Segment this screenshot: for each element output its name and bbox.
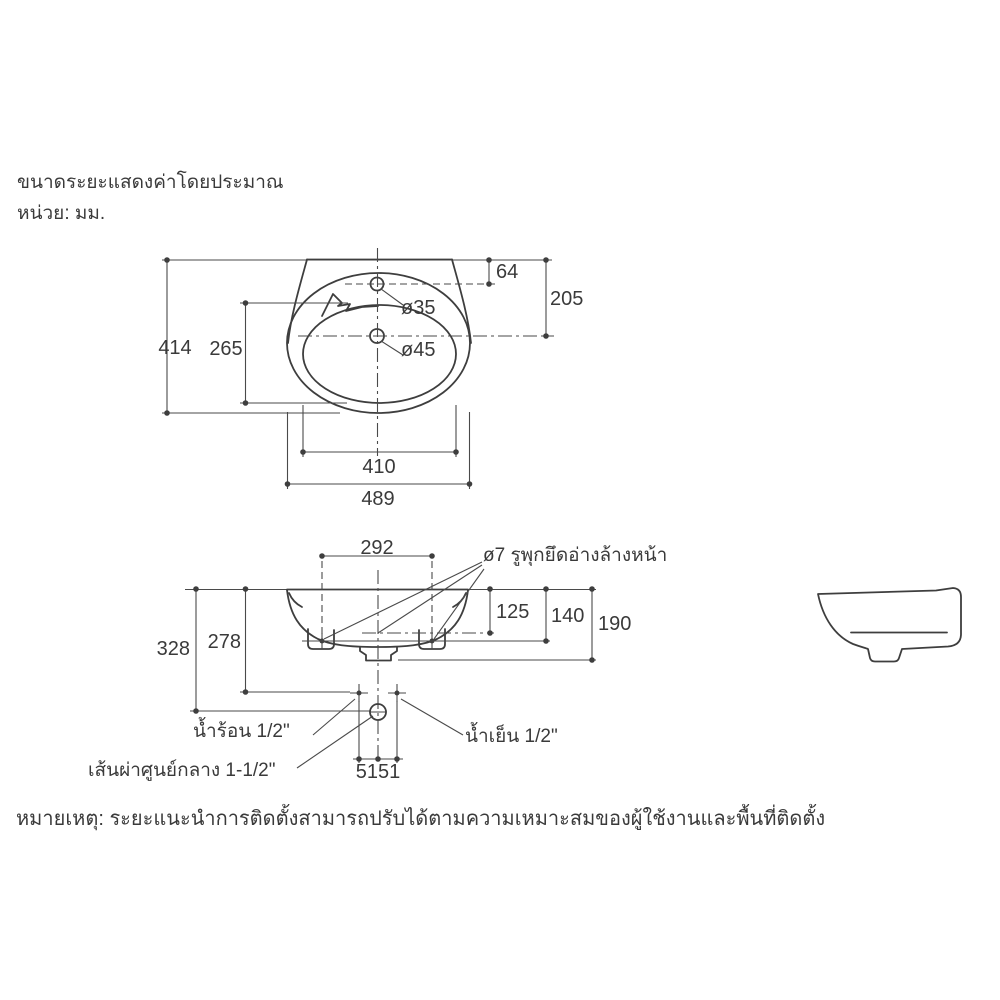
plan-view xyxy=(162,248,554,489)
dim-supply-left: 51 xyxy=(355,761,378,783)
dim-drain-depth: 328 xyxy=(156,638,190,660)
dim-supply-depth: 278 xyxy=(207,631,241,653)
label-hot-water: น้ำร้อน 1/2" xyxy=(193,721,290,742)
approx-note: ขนาดระยะแสดงค่าโดยประมาณ xyxy=(17,172,284,193)
dim-supply-offsets xyxy=(346,761,410,784)
dim-overall-width: 489 xyxy=(361,488,395,510)
dim-overall-depth: 414 xyxy=(158,337,192,359)
dim-supply-right: 51 xyxy=(378,761,401,783)
footer-note: หมายเหตุ: ระยะแนะนำการติดตั้งสามารถปรับได้ตามความเหมาะสมของผู้ใช้งานและพื้นที่ติดตั้ง xyxy=(16,808,826,830)
side-view xyxy=(818,588,961,662)
dim-lug-depth: 140 xyxy=(551,605,585,627)
dim-inner-depth: 265 xyxy=(209,338,243,360)
label-drain-centerline: เส้นผ่าศูนย์กลาง 1-1/2" xyxy=(88,760,276,781)
dim-inner-width: 410 xyxy=(362,456,396,478)
side-profile xyxy=(818,588,961,662)
dim-hole-spacing: 292 xyxy=(360,537,394,559)
unit-note: หน่วย: มม. xyxy=(17,203,106,224)
dim-hole-depth: 125 xyxy=(496,601,530,623)
label-drain-hole-diameter: ø45 xyxy=(401,339,436,361)
label-anchor-holes: ø7 รูพุกยึดอ่างล้างหน้า xyxy=(483,545,668,566)
label-faucet-hole-diameter: ø35 xyxy=(401,297,436,319)
label-cold-water: น้ำเย็น 1/2" xyxy=(465,726,558,747)
dim-faucet-offset: 64 xyxy=(496,261,519,283)
dim-trap-depth: 190 xyxy=(598,613,632,635)
dim-drain-offset: 205 xyxy=(550,288,584,310)
